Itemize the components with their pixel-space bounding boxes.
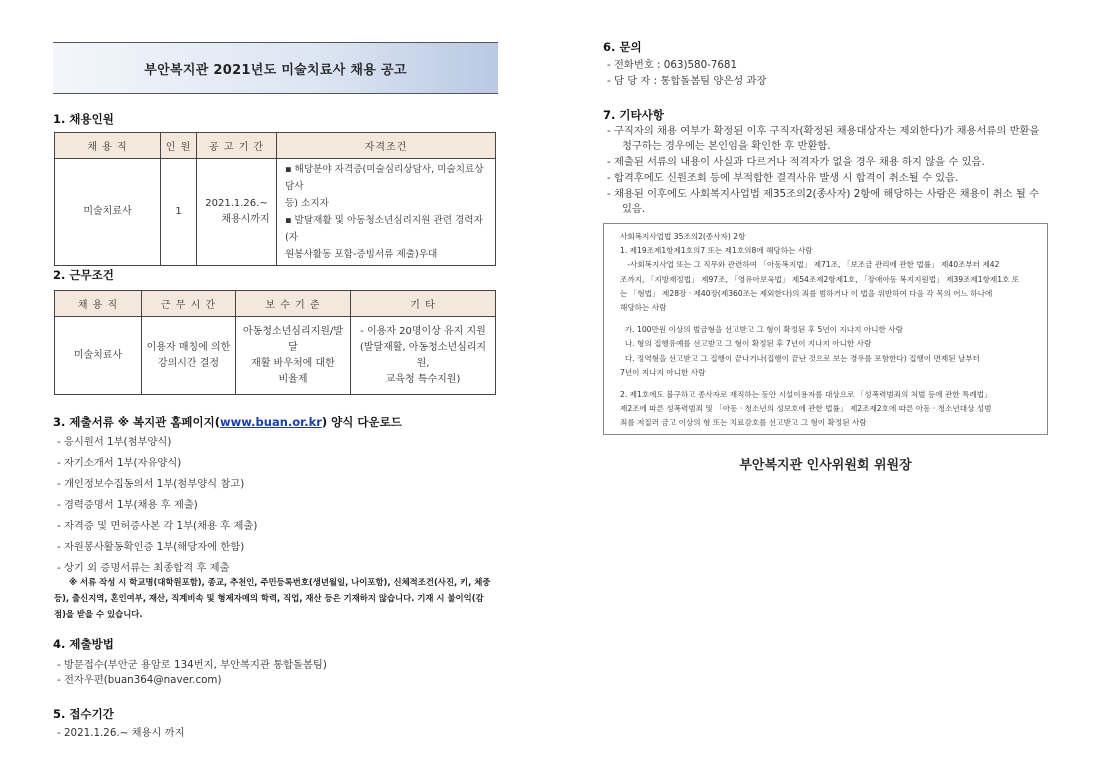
table-row [55,317,496,395]
note-line-3: 점)을 받을 수 있습니다. [54,609,143,619]
cell-qualification [277,159,496,266]
pay-line-1: 아동청소년심리지원/발달 [243,325,343,353]
qual-2a: ▪ 발달재활 및 아동청소년심리지원 관련 경력자(자 [285,215,483,243]
cell-period [197,159,277,266]
document-item: - 경력증명서 1부(채용 후 제출) [57,499,198,511]
section-3-heading [53,414,402,430]
note-2: - 제출된 서류의 내용이 사실과 다르거나 적격자가 없을 경우 채용 하지 않을 수 있음. [607,156,985,168]
law-line: 7년이 지나지 아니한 사람 [620,367,706,377]
cell-etc [351,317,496,395]
section-5-heading: 5. 접수기간 [53,707,114,721]
document-item: - 상기 외 증명서류는 최종합격 후 제출 [57,562,230,574]
law-line: 해당하는 사람 [620,303,667,313]
work-conditions-table [54,290,496,395]
hours-line-1: 이용자 매칭에 의한 [146,341,231,353]
header-count: 인 원 [161,133,197,159]
header-qualification: 자격조건 [277,133,496,159]
homepage-link[interactable]: www.buan.or.kr [220,415,322,429]
section-1-heading: 1. 채용인원 [53,112,114,126]
law-line: 제2조에 따른 성폭력범죄 및 「아동 · 청소년의 성보호에 관한 법률」 제2조제2호에 따른 아동 · 청소년대상 성범 [620,404,992,414]
document-item: - 응시원서 1부(첨부양식) [57,436,172,448]
qual-1b: 등) 소지자 [285,198,329,209]
cell-job: 미술치료사 [55,159,161,266]
law-line: 는 「형법」 제28장 · 제40장(제360조는 제외한다)의 죄를 범하거나 이 법을 위반하여 다음 각 목의 어느 하나에 [620,288,993,298]
page-title: 부안복지관 2021년도 미술치료사 채용 공고 [53,42,498,94]
note-4b: 있음. [622,203,646,215]
section-6-heading: 6. 문의 [603,40,642,54]
signature: 부안복지관 인사위원회 위원장 [739,458,912,473]
law-spacer [620,315,1037,323]
cell-pay [236,317,351,395]
header-pay: 보 수 기 준 [236,291,351,317]
law-line: 2. 제1호에도 불구하고 종사자로 재직하는 동안 시설이용자를 대상으로 「성폭력범죄의 처벌 등에 관한 특례법」 [620,390,992,400]
section-4-heading: 4. 제출방법 [53,637,114,651]
header-etc: 기 타 [351,291,496,317]
section-7-heading: 7. 기타사항 [603,108,664,122]
header-job: 채 용 직 [55,133,161,159]
document-item: - 자기소개서 1부(자유양식) [57,457,182,469]
law-line: 나. 형의 집행유예를 선고받고 그 형이 확정된 후 7년이 지나지 아니한 사람 [620,339,872,349]
note-1a: - 구직자의 채용 여부가 확정된 이후 구직자(확정된 채용대상자는 제외한다)가 채용서류의 반환을 [607,125,1040,137]
section-3-heading-suffix: ) 양식 다운로드 [321,415,402,429]
period-line-1: 2021.1.26.~ [205,198,268,209]
submission-item: - 방문접수(부안군 용암로 134번지, 부안복지관 통합돌봄팀) [57,659,327,671]
document-item: - 자원봉사활동확인증 1부(해당자에 한함) [57,541,245,553]
document-item: - 개인정보수집동의서 1부(첨부양식 참고) [57,478,245,490]
law-line: 1. 제19조제1항제1호의7 또는 제1호의8에 해당하는 사람 [620,246,813,256]
document-item: - 자격증 및 면허증사본 각 1부(채용 후 제출) [57,520,258,532]
contact-phone: - 전화번호 : 063)580-7681 [607,59,738,71]
contact-person: - 담 당 자 : 통합돌봄팀 양은성 과장 [607,75,767,87]
submission-item-email: - 전자우편(buan364@naver.com) [57,674,222,686]
note-line-1: ※ 서류 작성 시 학교명(대학원포함), 종교, 추천인, 주민등록번호(생년월일, 나이포함), 신체적조건(사진, 키, 체중 [69,577,491,587]
law-excerpt-box [603,223,1048,435]
law-line: 가. 100만원 이상의 벌금형을 선고받고 그 형이 확정된 후 5년이 지나지 아니한 사람 [620,325,903,335]
header-hours: 근 무 시 간 [142,291,236,317]
qual-2b: 원봉사활동 포함-증빙서류 제출)우대 [285,249,438,260]
cell-hours [142,317,236,395]
period-item: - 2021.1.26.~ 채용시 까지 [57,727,185,739]
note-4a: - 채용된 이후에도 사회복지사업법 제35조의2(종사자) 2항에 해당하는 사람은 채용이 취소 될 수 [607,188,1040,200]
etc-line-1: - 이용자 20명이상 유지 지원 [360,325,486,337]
note-3: - 합격후에도 신원조회 등에 부적합한 결격사유 발생 시 합격이 취소될 수 있음. [607,172,959,184]
pay-line-3: 비율제 [278,373,308,385]
header-job: 채 용 직 [55,291,142,317]
recruit-table [54,132,496,266]
note-1b: 청구하는 경우에는 본인임을 확인한 후 반환함. [622,140,831,152]
cell-count: 1 [161,159,197,266]
law-line: 다. 징역형을 선고받고 그 집행이 끝나거나(집행이 끝난 것으로 보는 경우를 포함한다) 집행이 면제된 날부터 [620,353,980,363]
qual-1a: ▪ 해당분야 자격증(미술심리상담사, 미술치료상담사 [285,164,484,192]
cell-job: 미술치료사 [55,317,142,395]
pay-line-2: 재활 바우처에 대한 [251,357,335,369]
hours-line-2: 강의시간 결정 [157,357,220,369]
section-3-heading-prefix: 3. 제출서류 ※ 복지관 홈페이지( [53,415,221,429]
etc-line-2: (발달재활, 아동청소년심리지원, [359,341,487,369]
law-spacer [620,380,1037,388]
period-line-2: 채용시까지 [221,214,270,225]
law-line: -사회복지사업 또는 그 직무와 관련하여 「아동복지법」 제71조, 「보조금 관리에 관한 법률」 제40조부터 제42 [620,260,1000,270]
table-header-row [55,133,496,159]
law-line: 사회복지사업법 35조의2(종사자) 2항 [620,232,746,241]
header-period: 공 고 기 간 [197,133,277,159]
table-header-row [55,291,496,317]
law-line: 죄를 저질러 금고 이상의 형 또는 치료감호를 선고받고 그 형이 확정된 사람 [620,418,867,428]
note-line-2: 등), 출신지역, 혼인여부, 재산, 직계비속 및 형제자매의 학력, 직업, 재산 등은 기재하지 않습니다. 기재 시 불이익(감 [54,593,484,603]
section-2-heading: 2. 근무조건 [53,268,114,282]
document-note [54,574,502,622]
law-line: 조까지, 「지방재정법」 제97조, 「영유아보육법」 제54조제2항제1호, 「장애아동 복지지원법」 제39조제1항제1호 또 [620,274,1020,284]
etc-line-3: 교육청 특수지원) [385,373,461,385]
table-row [55,159,496,266]
